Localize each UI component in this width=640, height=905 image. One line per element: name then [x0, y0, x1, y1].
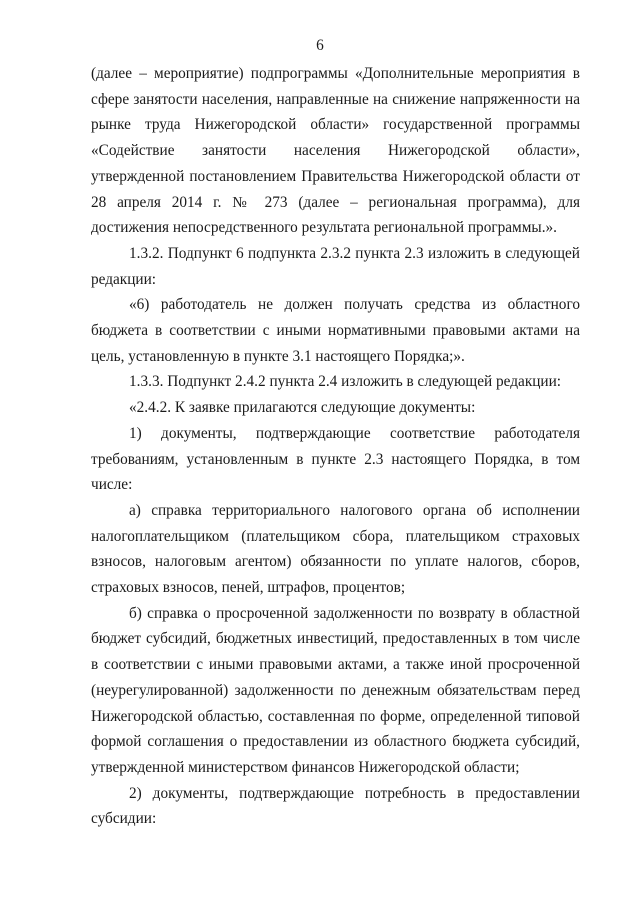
- paragraph-1-3-3: 1.3.3. Подпункт 2.4.2 пункта 2.4 изложить в следующей редакции:: [129, 373, 562, 391]
- paragraph-subpoint-6: «6) работодатель не должен получать средства из областного бюджета в соответствии с иными нормативными правовыми актами на цель, установленную в пункте 3.1 настоящего Порядка;».: [91, 296, 580, 365]
- paragraph-2-4-2: «2.4.2. К заявке прилагаются следующие документы:: [129, 399, 476, 417]
- document-body: [91, 61, 580, 832]
- paragraph-item-b: б) справка о просроченной задолженности по возврату в областной бюджет субсидий, бюджетных инвестиций, предоставленных в том числе в соответствии с иными правовыми актами, а также иной просроченной (неурегулированной) задолженности по денежным обязательствам перед Нижегородской областью, составленная по форме, определенной типовой формой соглашения о предоставлении из областного бюджета субсидий, утвержденной министерством финансов Нижегородской области;: [91, 604, 580, 776]
- paragraph-item-2: 2) документы, подтверждающие потребность в предоставлении субсидии:: [91, 784, 580, 828]
- paragraph-item-a: а) справка территориального налогового органа об исполнении налогоплательщиком (плательщиком сбора, плательщиком страховых взносов, налоговым агентом) обязанности по уплате налогов, сборов, страховых взносов, пеней, штрафов, процентов;: [91, 501, 580, 597]
- paragraph-continuation: (далее – мероприятие) подпрограммы «Дополнительные мероприятия в сфере занятости населения, направленные на снижение напряженности на рынке труда Нижегородской области» государственной программы «Содействие занятости населения Нижегородской области», утвержденной постановлением Правительства Нижегородской области от 28 апреля 2014 г. № 273 (далее – региональная программа), для достижения непосредственного результата региональной программы.».: [91, 65, 580, 237]
- page-number: 6: [316, 37, 324, 54]
- paragraph-item-1: 1) документы, подтверждающие соответствие работодателя требованиям, установленным в пункте 2.3 настоящего Порядка, в том числе:: [91, 424, 580, 494]
- paragraph-1-3-2: 1.3.2. Подпункт 6 подпункта 2.3.2 пункта 2.3 изложить в следующей редакции:: [91, 244, 580, 288]
